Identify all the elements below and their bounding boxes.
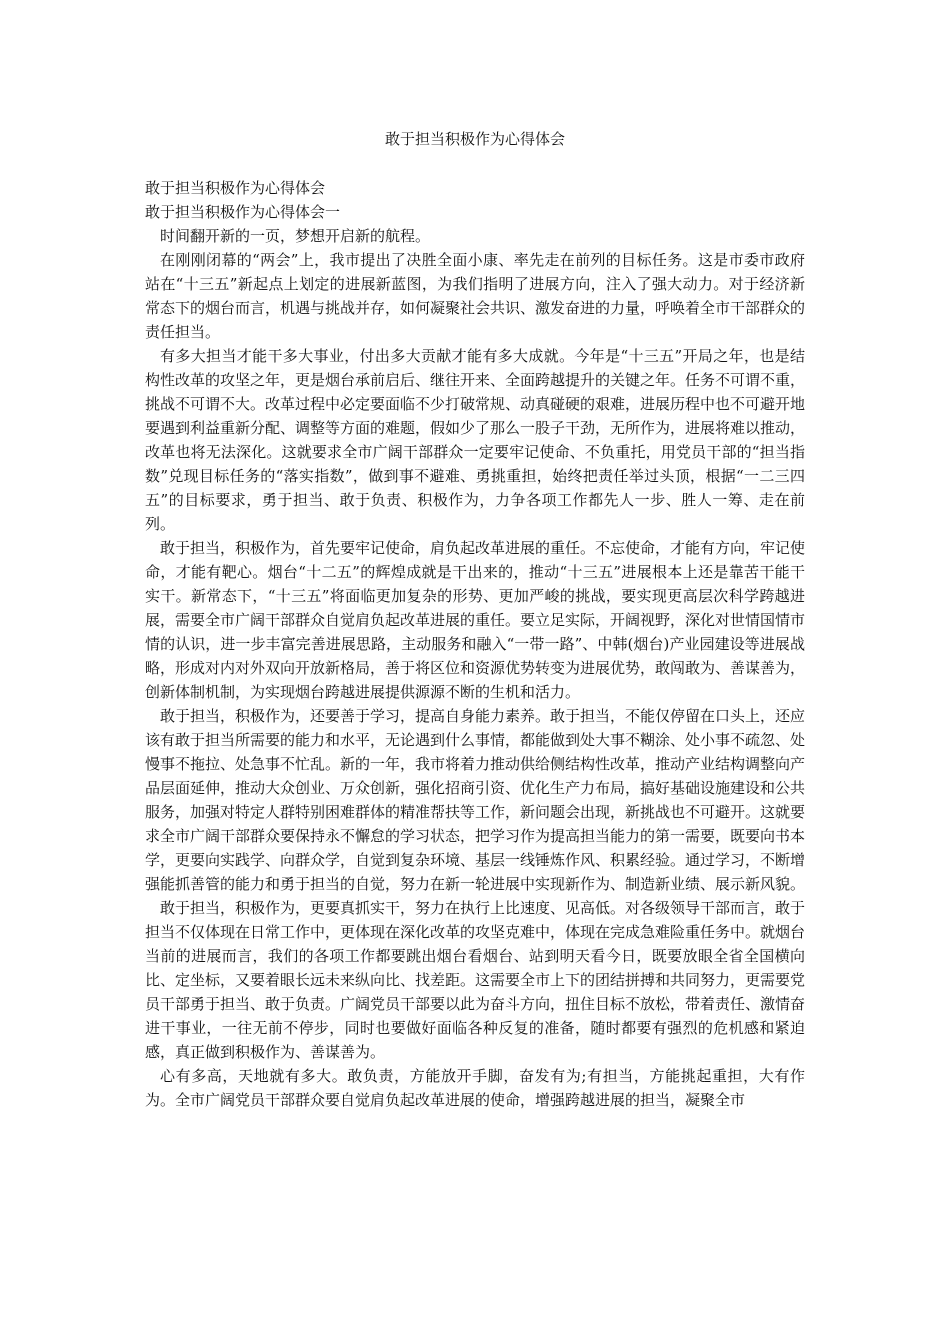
paragraph: 敢于担当，积极作为，首先要牢记使命，肩负起改革进展的重任。不忘使命，才能有方向，牢记使命，才能有靶心。烟台“十二五”的辉煌成就是干出来的，推动“十三五”进展根本上还是靠苦干能干实干。新常态下，“十三五”将面临更加复杂的形势、更加严峻的挑战，要实现更高层次科学跨越进展，需要全市广阔干部群众自觉肩负起改革进展的重任。要立足实际，开阔视野，深化对世情国情市情的认识，进一步丰富完善进展思路，主动服务和融入“一带一路”、中韩(烟台)产业园建设等进展战略，形成对内对外双向开放新格局，善于将区位和资源优势转变为进展优势，敢闯敢为、善谋善为，创新体制机制，为实现烟台跨越进展提供源源不断的生机和活力。 (145, 539, 806, 701)
paragraph: 敢于担当，积极作为，还要善于学习，提高自身能力素养。敢于担当，不能仅停留在口头上，还应该有敢于担当所需要的能力和水平，无论遇到什么事情，都能做到处大事不糊涂、处小事不疏忽、处慢事不拖拉、处急事不忙乱。新的一年，我市将着力推动供给侧结构性改革，推动产业结构调整向产品层面延伸，推动大众创业、万众创新，强化招商引资、优化生产力布局，搞好基础设施建设和公共服务，加强对特定人群特别困难群体的精准帮扶等工作，新问题会出现，新挑战也不可避开。这就要求全市广阔干部群众要保持永不懈怠的学习状态，把学习作为提高担当能力的第一需要，既要向书本学，更要向实践学、向群众学，自觉到复杂环境、基层一线锤炼作风、积累经验。通过学习，不断增强能抓善管的能力和勇于担当的自觉，努力在新一轮进展中实现新作为、制造新业绩、展示新风貌。 (145, 707, 806, 893)
paragraph: 有多大担当才能干多大事业，付出多大贡献才能有多大成就。今年是“十三五”开局之年，也是结构性改革的攻坚之年，更是烟台承前启后、继往开来、全面跨越提升的关键之年。任务不可谓不重，挑战不可谓不大。改革过程中必定要面临不少打破常规、动真碰硬的艰难，进展历程中也不可避开地要遇到利益重新分配、调整等方面的难题，假如少了那么一股子干劲，无所作为，进展将难以推动，改革也将无法深化。这就要求全市广阔干部群众一定要牢记使命、不负重托，用党员干部的“担当指数”兑现目标任务的“落实指数”，做到事不避难、勇挑重担，始终把责任举过头顶，根据“一二三四五”的目标要求，勇于担当、敢于负责、积极作为，力争各项工作都先人一步、胜人一筹、走在前列。 (145, 347, 806, 533)
document-body (145, 176, 805, 1112)
paragraph: 敢于担当，积极作为，更要真抓实干，努力在执行上比速度、见高低。对各级领导干部而言，敢于担当不仅体现在日常工作中，更体现在深化改革的攻坚克难中，体现在完成急难险重任务中。就烟台当前的进展而言，我们的各项工作都要跳出烟台看烟台、站到明天看今日，既要放眼全省全国横向比、定坐标，又要着眼长远未来纵向比、找差距。这需要全市上下的团结拼搏和共同努力，更需要党员干部勇于担当、敢于负责。广阔党员干部要以此为奋斗方向，扭住目标不放松，带着责任、激情奋进干事业，一往无前不停步，同时也要做好面临各种反复的准备，随时都要有强烈的危机感和紧迫感，真正做到积极作为、善谋善为。 (145, 899, 806, 1061)
document-heading: 敢于担当积极作为心得体会 (145, 179, 326, 197)
paragraph: 时间翻开新的一页，梦想开启新的航程。 (160, 227, 431, 245)
document-subheading: 敢于担当积极作为心得体会一 (145, 203, 341, 221)
document-title: 敢于担当积极作为心得体会 (384, 130, 565, 148)
paragraph: 心有多高，天地就有多大。敢负责，方能放开手脚，奋发有为;有担当，方能挑起重担，大有作为。全市广阔党员干部群众要自觉肩负起改革进展的使命，增强跨越进展的担当，凝聚全市 (145, 1067, 805, 1109)
paragraph: 在刚刚闭幕的“两会”上，我市提出了决胜全面小康、率先走在前列的目标任务。这是市委市政府站在“十三五”新起点上划定的进展新蓝图，为我们指明了进展方向，注入了强大动力。对于经济新常态下的烟台而言，机遇与挑战并存，如何凝聚社会共识、激发奋进的力量，呼唤着全市干部群众的责任担当。 (145, 251, 806, 341)
